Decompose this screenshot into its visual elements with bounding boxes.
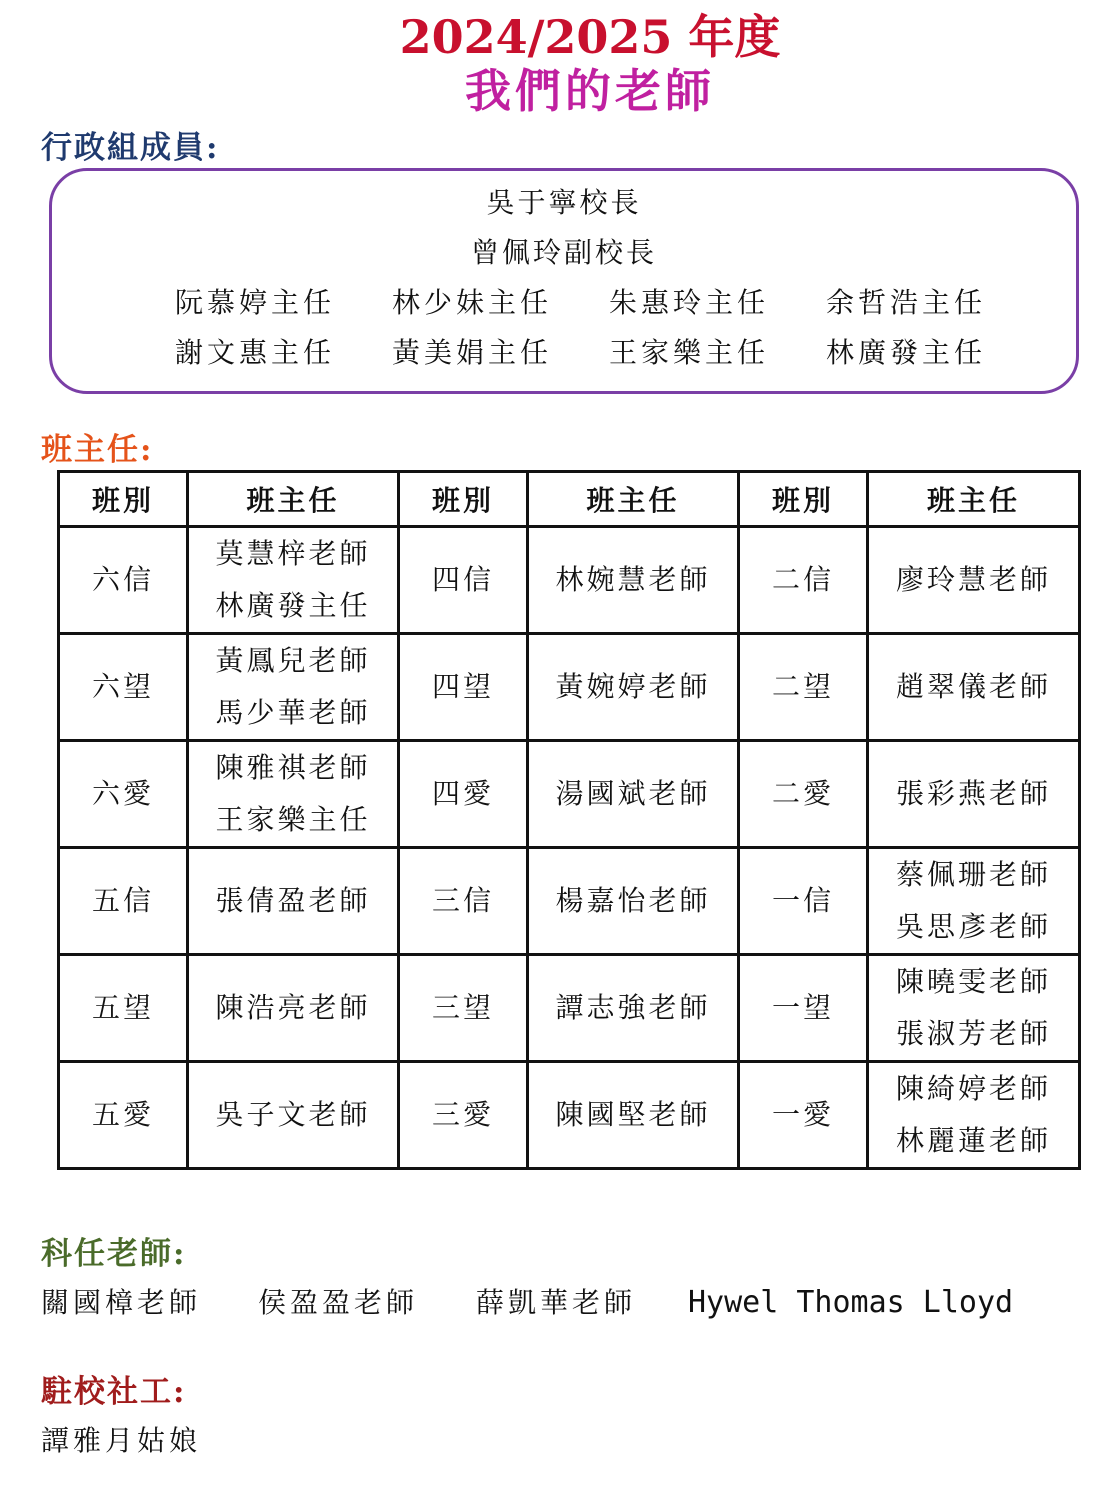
director-name: 黃美娟主任 [392, 336, 553, 369]
subject-teacher-name: 侯盈盈老師 [258, 1286, 419, 1319]
class-name-cell: 四望 [399, 634, 528, 741]
column-header: 班別 [59, 472, 188, 527]
class-name-cell: 五愛 [59, 1062, 188, 1169]
class-teacher-cell [868, 741, 1080, 848]
class-teacher-cell [868, 848, 1080, 955]
class-name-cell: 四信 [399, 527, 528, 634]
director-name: 余哲浩主任 [826, 286, 987, 319]
teacher-name: 林廣發主任 [215, 589, 371, 622]
class-teacher-cell [188, 848, 399, 955]
subject-teacher-name: 關國樟老師 [41, 1286, 202, 1319]
class-teacher-cell [528, 634, 739, 741]
teacher-name: 廖玲慧老師 [895, 563, 1051, 596]
admin-members-box [49, 168, 1079, 394]
class-name-cell: 四愛 [399, 741, 528, 848]
principal-name: 吳于寧校長 [486, 186, 642, 219]
teacher-name: 陳曉雯老師 [895, 965, 1051, 998]
table-row [59, 741, 1080, 848]
class-teachers-heading: 班主任: [41, 432, 154, 468]
teacher-name: 趙翠儀老師 [895, 670, 1051, 703]
class-name-cell: 六信 [59, 527, 188, 634]
subject-teacher-name: Hywel Thomas Lloyd [688, 1285, 1014, 1320]
teacher-name: 陳國堅老師 [555, 1098, 711, 1131]
class-name-cell: 三望 [399, 955, 528, 1062]
director-name: 王家樂主任 [609, 336, 770, 369]
admin-heading: 行政組成員: [41, 130, 220, 166]
class-teacher-cell [188, 634, 399, 741]
class-name-cell: 一信 [739, 848, 868, 955]
director-name: 阮慕婷主任 [175, 286, 336, 319]
teacher-name: 林婉慧老師 [555, 563, 711, 596]
class-teacher-cell [528, 741, 739, 848]
class-teacher-cell [868, 955, 1080, 1062]
class-name-cell: 五信 [59, 848, 188, 955]
column-header: 班主任 [188, 472, 399, 527]
teacher-name: 林麗蓮老師 [895, 1124, 1051, 1157]
teacher-name: 黃鳳兒老師 [215, 644, 371, 677]
class-teacher-cell [528, 1062, 739, 1169]
teacher-name: 馬少華老師 [215, 696, 371, 729]
class-teacher-cell [868, 1062, 1080, 1169]
page-title: 我們的老師 [465, 64, 715, 118]
table-row [59, 527, 1080, 634]
class-teacher-cell [188, 955, 399, 1062]
teacher-name: 陳雅祺老師 [215, 751, 371, 784]
table-row [59, 955, 1080, 1062]
teacher-name: 楊嘉怡老師 [555, 884, 711, 917]
class-teachers-table [57, 470, 1081, 1170]
class-name-cell: 五望 [59, 955, 188, 1062]
teacher-name: 陳浩亮老師 [215, 991, 371, 1024]
class-name-cell: 六愛 [59, 741, 188, 848]
column-header: 班主任 [528, 472, 739, 527]
teacher-name: 張淑芳老師 [895, 1017, 1051, 1050]
director-name: 林少妹主任 [392, 286, 553, 319]
teacher-name: 蔡佩珊老師 [895, 858, 1051, 891]
class-name-cell: 六望 [59, 634, 188, 741]
teacher-name: 黃婉婷老師 [555, 670, 711, 703]
teacher-name: 張彩燕老師 [895, 777, 1051, 810]
class-name-cell: 二望 [739, 634, 868, 741]
teacher-name: 王家樂主任 [215, 803, 371, 836]
class-teacher-cell [528, 527, 739, 634]
teacher-name: 張倩盈老師 [215, 884, 371, 917]
class-name-cell: 一愛 [739, 1062, 868, 1169]
table-row [59, 1062, 1080, 1169]
teacher-name: 吳子文老師 [215, 1098, 371, 1131]
subject-teachers-heading: 科任老師: [41, 1236, 187, 1272]
table-header-row [59, 472, 1080, 527]
class-teacher-cell [188, 527, 399, 634]
class-teacher-cell [868, 527, 1080, 634]
teacher-name: 譚志強老師 [555, 991, 711, 1024]
table-row [59, 848, 1080, 955]
class-teacher-cell [528, 848, 739, 955]
director-name: 朱惠玲主任 [609, 286, 770, 319]
class-name-cell: 一望 [739, 955, 868, 1062]
class-name-cell: 三信 [399, 848, 528, 955]
column-header: 班主任 [868, 472, 1080, 527]
page-year-title: 2024/2025 年度 [399, 10, 781, 64]
class-name-cell: 二愛 [739, 741, 868, 848]
column-header: 班別 [399, 472, 528, 527]
teacher-name: 湯國斌老師 [555, 777, 711, 810]
column-header: 班別 [739, 472, 868, 527]
social-worker-name: 譚雅月姑娘 [41, 1424, 202, 1457]
class-teacher-cell [188, 741, 399, 848]
teacher-name: 吳思彥老師 [895, 910, 1051, 943]
class-name-cell: 三愛 [399, 1062, 528, 1169]
director-name: 林廣發主任 [826, 336, 987, 369]
class-name-cell: 二信 [739, 527, 868, 634]
class-teacher-cell [528, 955, 739, 1062]
director-name: 謝文惠主任 [175, 336, 336, 369]
table-row [59, 634, 1080, 741]
vice-principal-name: 曾佩玲副校長 [470, 236, 657, 269]
class-teacher-cell [188, 1062, 399, 1169]
class-teacher-cell [868, 634, 1080, 741]
subject-teacher-name: 薛凱華老師 [476, 1286, 637, 1319]
teacher-name: 陳綺婷老師 [895, 1072, 1051, 1105]
teacher-name: 莫慧梓老師 [215, 537, 371, 570]
social-worker-heading: 駐校社工: [41, 1374, 187, 1410]
